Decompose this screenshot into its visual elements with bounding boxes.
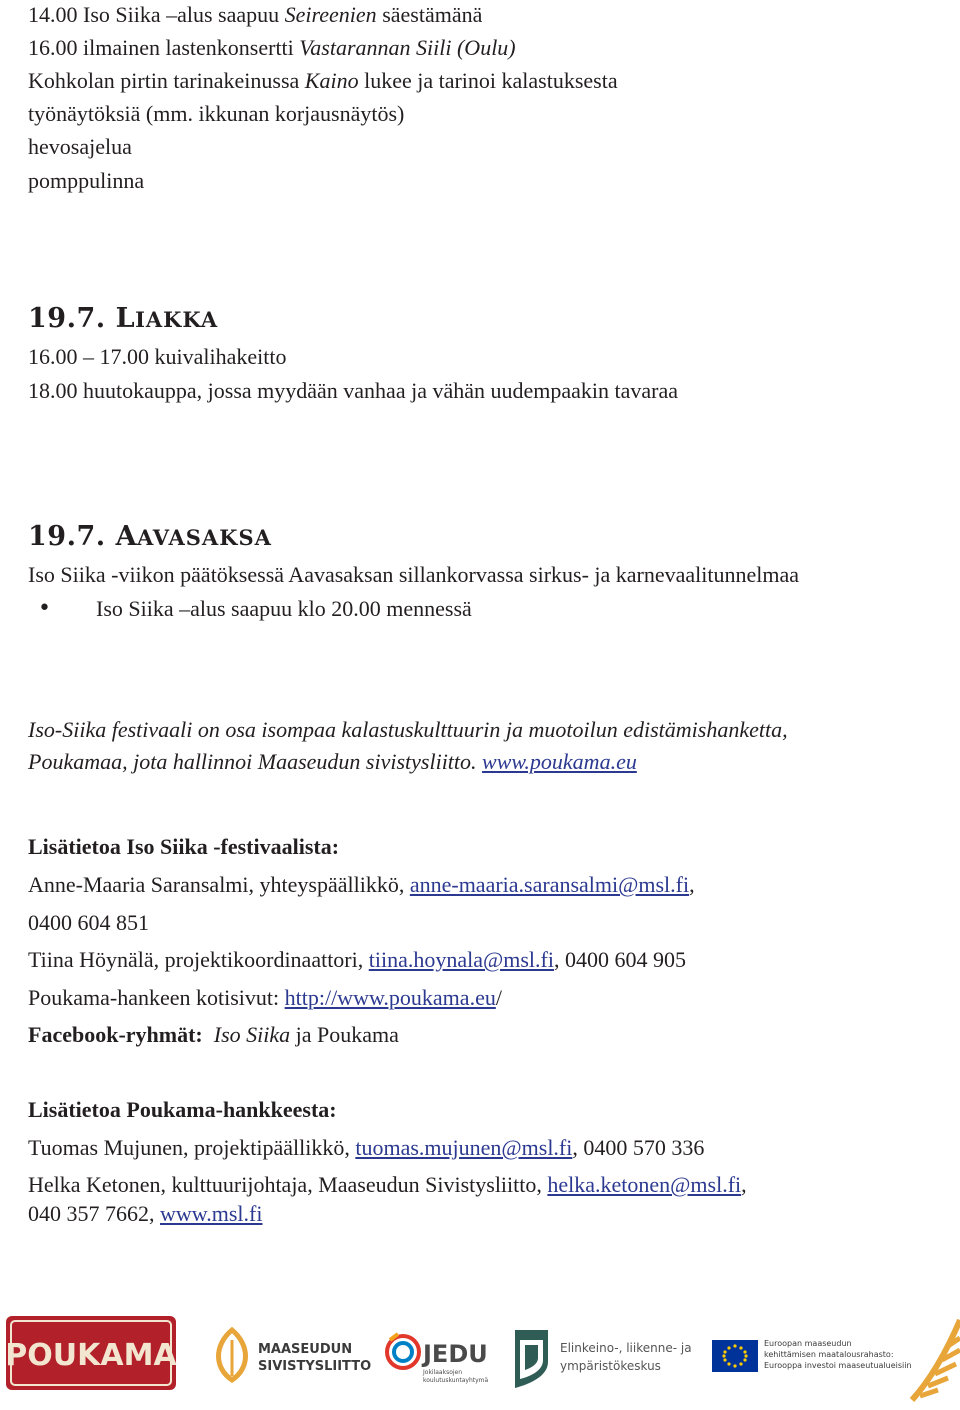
section-heading-liakka: 19.7. LIAKKA — [28, 303, 219, 334]
schedule-line: 16.00 ilmainen lastenkonsertti Vastarannan Siili (Oulu) — [28, 35, 516, 60]
bullet-icon: • — [38, 596, 51, 621]
section-heading-aavasaksa: 19.7. AAVASAKSA — [28, 521, 272, 552]
ely-logo — [515, 1330, 692, 1388]
schedule-line: työnäytöksiä (mm. ikkunan korjausnäytös) — [28, 101, 405, 126]
jedu-logo-text: JEDU — [423, 1340, 488, 1368]
schedule-line: pomppulinna — [28, 168, 145, 193]
leader-wheat-icon — [912, 1320, 960, 1400]
contact-line: Anne-Maaria Saransalmi, yhteyspäällikkö, anne-maaria.saransalmi@msl.fi, — [28, 872, 695, 897]
schedule-line: 14.00 Iso Siika –alus saapuu Seireenien säestämänä — [28, 2, 483, 27]
msl-logo-text: SIVISTYSLIITTO — [258, 1359, 372, 1374]
jedu-logo-subtext: koulutuskuntayhtymä — [423, 1377, 489, 1384]
bullet-item: Iso Siika –alus saapuu klo 20.00 mennessä — [96, 596, 472, 621]
poukama-logo-text: POUKAMA — [5, 1338, 177, 1373]
website-link[interactable]: www.msl.fi — [160, 1201, 263, 1226]
homepage-link[interactable]: http://www.poukama.eu — [284, 985, 496, 1010]
poukama-link[interactable]: www.poukama.eu — [482, 749, 637, 774]
facebook-line: Facebook-ryhmät: Iso Siika ja Poukama — [28, 1022, 399, 1047]
eu-flag-logo — [712, 1339, 912, 1372]
contact-line: Helka Ketonen, kulttuurijohtaja, Maaseudun Sivistysliitto, helka.ketonen@msl.fi, — [28, 1172, 747, 1197]
schedule-line: Iso Siika -viikon päätöksessä Aavasaksan sillankorvassa sirkus- ja karnevaalitunnelmaa — [28, 562, 800, 587]
sponsor-logos — [0, 1300, 960, 1410]
msl-logo-text: MAASEUDUN — [258, 1342, 353, 1357]
email-link[interactable]: tuomas.mujunen@msl.fi — [355, 1135, 573, 1160]
ely-logo-text: Elinkeino-, liikenne- ja — [560, 1341, 692, 1355]
schedule-line: Kohkolan pirtin tarinakeinussa Kaino lukee ja tarinoi kalastuksesta — [28, 68, 618, 93]
jedu-logo — [387, 1334, 489, 1384]
contact-line: 040 357 7662, www.msl.fi — [28, 1201, 263, 1226]
contact-phone: 0400 604 851 — [28, 910, 149, 935]
eu-logo-text: Eurooppa investoi maaseutualueisiin — [764, 1361, 912, 1370]
schedule-line: 16.00 – 17.00 kuivalihakeitto — [28, 344, 287, 369]
ely-logo-text: ympäristökeskus — [560, 1359, 661, 1373]
poukama-logo — [5, 1316, 177, 1390]
email-link[interactable]: anne-maaria.saransalmi@msl.fi — [409, 872, 690, 897]
email-link[interactable]: helka.ketonen@msl.fi — [547, 1172, 742, 1197]
schedule-line: hevosajelua — [28, 134, 132, 159]
email-link[interactable]: tiina.hoynala@msl.fi — [368, 947, 554, 972]
homepage-line: Poukama-hankeen kotisivut: http://www.poukama.eu/ — [28, 985, 502, 1010]
contacts-festival-heading: Lisätietoa Iso Siika -festivaalista: — [28, 834, 340, 859]
festival-note-line: Poukamaa, jota hallinnoi Maaseudun sivistysliitto. www.poukama.eu — [28, 749, 637, 774]
contact-line: Tuomas Mujunen, projektipäällikkö, tuomas.mujunen@msl.fi, 0400 570 336 — [28, 1135, 705, 1160]
festival-note-line: Iso-Siika festivaali on osa isompaa kalastuskulttuurin ja muotoilun edistämishanketta, — [28, 717, 788, 742]
eu-logo-text: kehittämisen maatalousrahasto: — [764, 1350, 894, 1359]
jedu-logo-subtext: Jokilaaksojen — [423, 1369, 463, 1376]
msl-logo — [219, 1330, 372, 1380]
contacts-project-heading: Lisätietoa Poukama-hankkeesta: — [28, 1097, 337, 1122]
contact-line: Tiina Höynälä, projektikoordinaattori, tiina.hoynala@msl.fi, 0400 604 905 — [28, 947, 686, 972]
schedule-line: 18.00 huutokauppa, jossa myydään vanhaa ja vähän uudempaakin tavaraa — [28, 378, 678, 403]
eu-logo-text: Euroopan maaseudun — [764, 1339, 852, 1348]
